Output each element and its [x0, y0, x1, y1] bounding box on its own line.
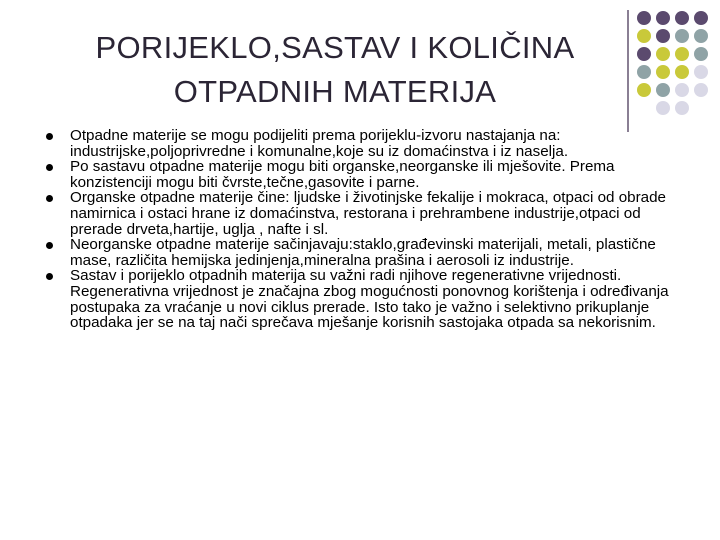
bullet-item: [46, 268, 686, 330]
decorative-dot: [656, 83, 670, 97]
decorative-dot: [637, 65, 651, 79]
bullet-text: Po sastavu otpadne materije mogu biti organske,neorganske ili mješovite. Prema konzistenciji mogu biti čvrste,tečne,gasovite i parne.: [70, 158, 615, 191]
decorative-dot: [694, 101, 708, 115]
bullet-text: Otpadne materije se mogu podijeliti prema porijeklu-izvoru nastajanja na: industrijske,poljoprivredne i komunalne,koje su iz domaćinstva i iz naselja.: [70, 127, 569, 160]
decorative-dot: [675, 83, 689, 97]
decorative-dot: [675, 47, 689, 61]
decorative-dot: [656, 65, 670, 79]
slide-title: [40, 26, 630, 114]
bullet-item: [46, 190, 686, 237]
bullet-dot-icon: [46, 273, 53, 280]
bullet-text: Organske otpadne materije čine: ljudske i životinjske fekalije i mokraca, otpaci od obrade namirnica i ostaci hrane iz domaćinstva, restorana i prehrambene industrije,otpaci od prerade drveta,hartije, uglja , nafte i sl.: [70, 189, 666, 238]
bullet-item: [46, 237, 686, 268]
bullet-list: [46, 128, 686, 331]
decorative-dot: [694, 47, 708, 61]
bullet-item: [46, 159, 686, 190]
decorative-dot: [637, 29, 651, 43]
decorative-dot: [694, 65, 708, 79]
slide-title-line-2: OTPADNIH MATERIJA: [173, 74, 497, 109]
decorative-dot: [637, 47, 651, 61]
decorative-divider-line: [627, 10, 629, 132]
decorative-dot-grid: [637, 11, 708, 115]
bullet-dot-icon: [46, 164, 53, 171]
decorative-dot: [637, 101, 651, 115]
bullet-text: Neorganske otpadne materije sačinjavaju:staklo,građevinski materijali, metali, plastične mase, različita hemijska jedinjenja,mineralna prašina i aerosoli iz industrije.: [70, 236, 656, 269]
decorative-dot: [694, 83, 708, 97]
decorative-dot: [694, 29, 708, 43]
bullet-item: [46, 128, 686, 159]
decorative-dot: [675, 101, 689, 115]
decorative-dot: [656, 47, 670, 61]
decorative-dot: [637, 83, 651, 97]
bullet-dot-icon: [46, 195, 53, 202]
decorative-dot: [694, 11, 708, 25]
bullet-dot-icon: [46, 133, 53, 140]
slide-title-line-1: PORIJEKLO,SASTAV I KOLIČINA: [95, 30, 575, 65]
bullet-text: Sastav i porijeklo otpadnih materija su važni radi njihove regenerativne vrijednosti. Regenerativna vrijednost je značajna zbog mogućnosti ponovnog korištenja i određivanja postupaka za vraćanje u novi ciklus prerade. Isto tako je važno i selektivno prikuplanje otpadaka jer se na taj nači sprečava mješanje korisnih sastojaka otpada sa nekorisnim.: [70, 267, 669, 332]
decorative-dot: [675, 29, 689, 43]
decorative-dot: [637, 11, 651, 25]
decorative-dot: [675, 11, 689, 25]
decorative-dot: [656, 29, 670, 43]
decorative-dot: [675, 65, 689, 79]
bullet-dot-icon: [46, 242, 53, 249]
decorative-dot: [656, 11, 670, 25]
decorative-dot: [656, 101, 670, 115]
